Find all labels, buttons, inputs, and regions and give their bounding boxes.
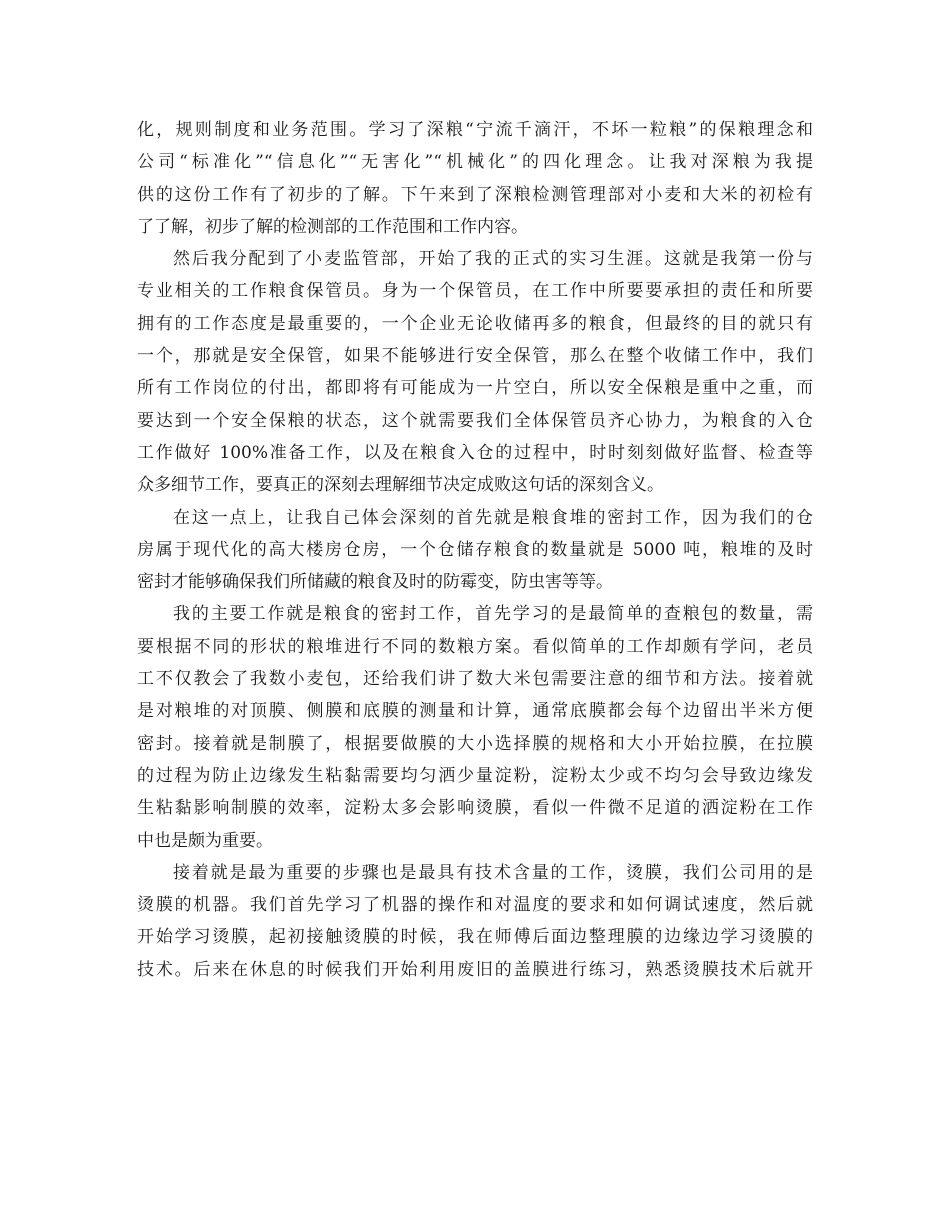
text-line: 拥有的工作态度是最重要的，一个企业无论收储再多的粮食，但最终的目的就只有: [137, 313, 813, 334]
text-line: 工作做好 100%准备工作，以及在粮食入仓的过程中，时时刻刻做好监督、检查等: [137, 442, 813, 463]
text-line: 在这一点上，让我自己体会深刻的首先就是粮食堆的密封工作，因为我们的仓: [173, 507, 813, 528]
text-line: 要根据不同的形状的粮堆进行不同的数粮方案。看似简单的工作却颇有学问，老员: [137, 636, 813, 657]
text-line: 烫膜的机器。我们首先学习了机器的操作和对温度的要求和如何调试速度，然后就: [137, 895, 813, 916]
text-line: 密封才能够确保我们所储藏的粮食及时的防霉变，防虫害等等。: [137, 572, 613, 593]
text-line: 我的主要工作就是粮食的密封工作，首先学习的是最简单的查粮包的数量，需: [173, 604, 813, 625]
text-line: 公司“标准化”“信息化”“无害化”“机械化”的四化理念。让我对深粮为我提: [137, 152, 813, 173]
text-line: 中也是颇为重要。: [137, 830, 273, 851]
text-line: 技术。后来在休息的时候我们开始利用废旧的盖膜进行练习，熟悉烫膜技术后就开: [137, 959, 813, 980]
text-line: 供的这份工作有了初步的了解。下午来到了深粮检测管理部对小麦和大米的初检有: [137, 184, 813, 205]
text-line: 化，规则制度和业务范围。学习了深粮“宁流千滴汗，不坏一粒粮”的保粮理念和: [137, 120, 813, 140]
text-line: 密封。接着就是制膜了，根据要做膜的大小选择膜的规格和大小开始拉膜，在拉膜: [137, 733, 813, 754]
text-line: 要达到一个安全保粮的状态，这个就需要我们全体保管员齐心协力，为粮食的入仓: [137, 410, 813, 431]
text-line: 所有工作岗位的付出，都即将有可能成为一片空白，所以安全保粮是重中之重，而: [137, 378, 813, 399]
text-line: 房属于现代化的高大楼房仓房，一个仓储存粮食的数量就是 5000 吨，粮堆的及时: [137, 539, 813, 560]
text-line: 的过程为防止边缘发生粘黏需要均匀洒少量淀粉，淀粉太少或不均匀会导致边缘发: [137, 765, 813, 786]
text-line: 了了解，初步了解的检测部的工作范围和工作内容。: [137, 216, 528, 237]
text-line: 开始学习烫膜，起初接触烫膜的时候，我在师傅后面边整理膜的边缘边学习烫膜的: [137, 927, 813, 948]
text-line: 一个，那就是安全保管，如果不能够进行安全保管，那么在整个收储工作中，我们: [137, 346, 813, 367]
text-line: 是对粮堆的对顶膜、侧膜和底膜的测量和计算，通常底膜都会每个边留出半米方便: [137, 701, 813, 722]
text-line: 生粘黏影响制膜的效率，淀粉太多会影响烫膜，看似一件微不足道的洒淀粉在工作: [137, 798, 813, 819]
document-body: [137, 114, 813, 986]
text-line: 工不仅教会了我数小麦包，还给我们讲了数大米包需要注意的细节和方法。接着就: [137, 669, 813, 690]
text-line: 然后我分配到了小麦监管部，开始了我的正式的实习生涯。这就是我第一份与: [173, 249, 813, 270]
text-line: 专业相关的工作粮食保管员。身为一个保管员，在工作中所要要承担的责任和所要: [137, 281, 813, 302]
text-line: 众多细节工作，要真正的深刻去理解细节决定成败这句话的深刻含义。: [137, 475, 664, 496]
text-line: 接着就是最为重要的步骤也是最具有技术含量的工作，烫膜，我们公司用的是: [173, 862, 813, 883]
